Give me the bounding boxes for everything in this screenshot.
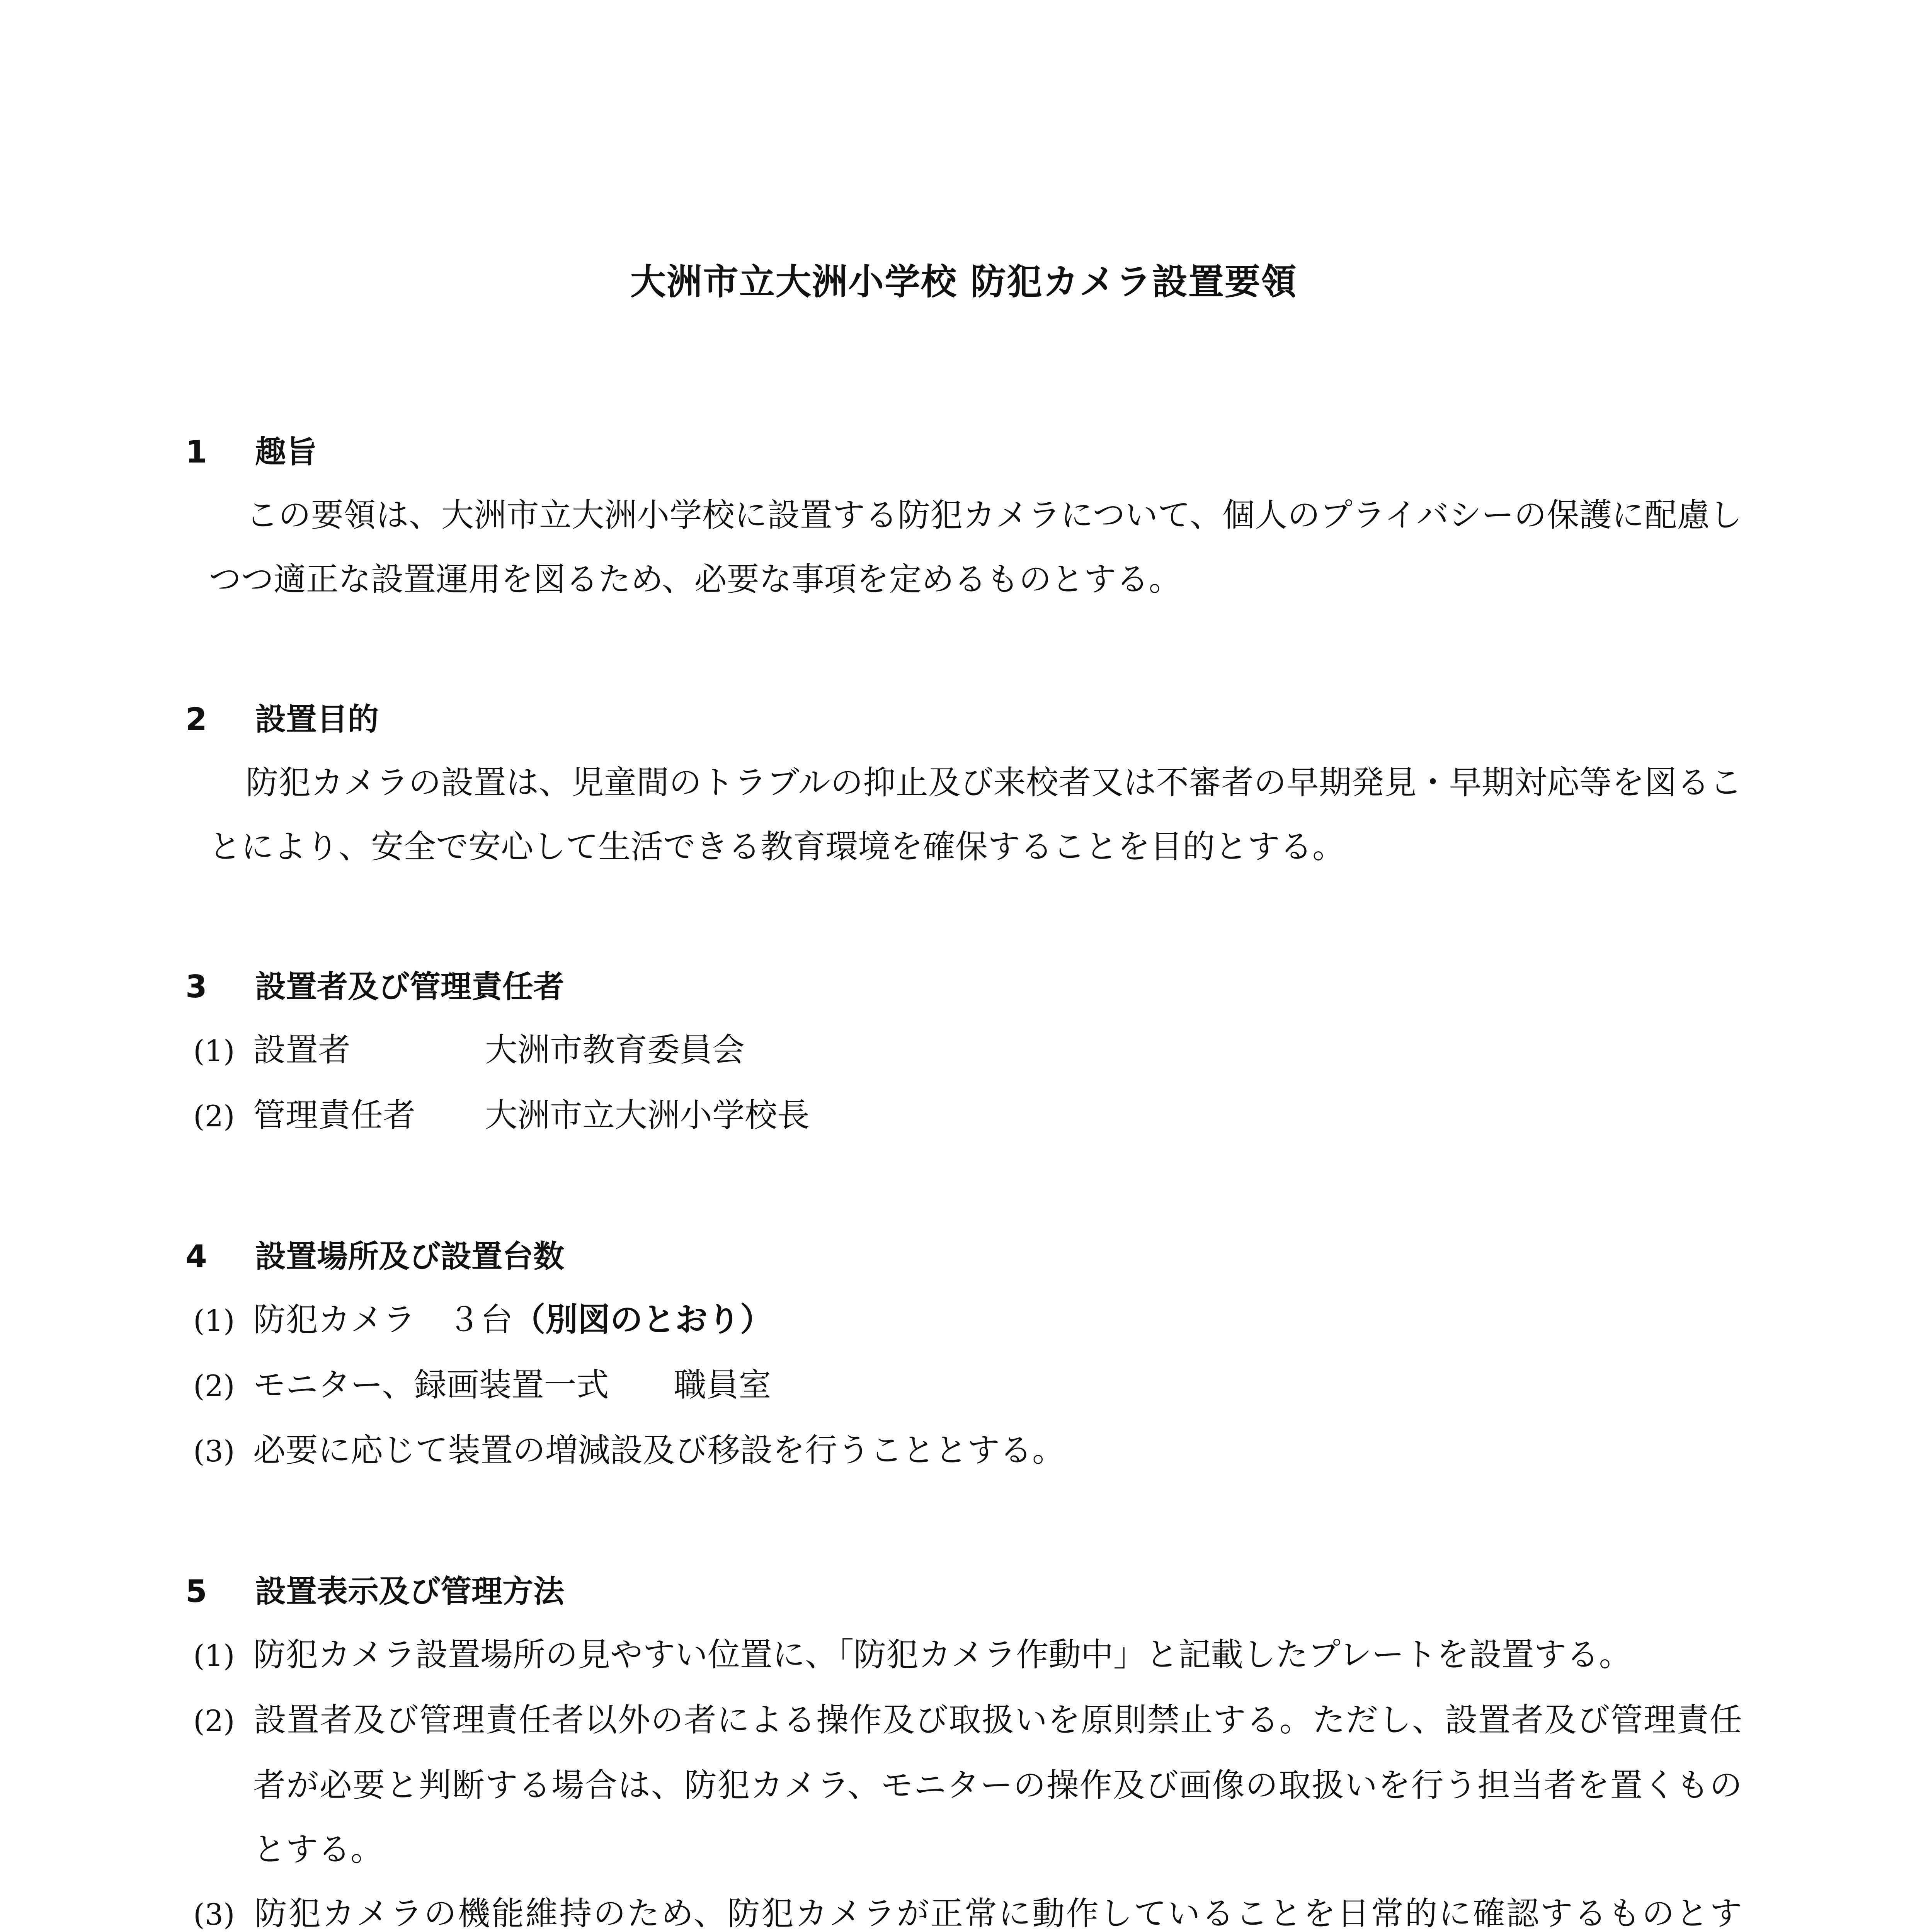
item-text: モニター、録画装置一式 職員室 (253, 1366, 771, 1404)
section-heading (185, 689, 1742, 750)
list-item (185, 1688, 1742, 1881)
item-list (185, 1018, 1742, 1148)
section-heading (185, 1561, 1742, 1622)
section-installer-manager (185, 956, 1742, 1148)
section-heading (185, 421, 1742, 483)
item-text: 防犯カメラの機能維持のため、防犯カメラが正常に動作していることを日常的に確認するものとす (253, 1895, 1742, 1932)
list-item (185, 1881, 1742, 1932)
item-marker: (3) (193, 1434, 235, 1468)
section-purpose (185, 421, 1742, 611)
section-signage-management (185, 1561, 1742, 1932)
section-number: 4 (185, 1238, 207, 1274)
section-heading-text: 設置者及び管理責任者 (255, 969, 564, 1005)
section-heading-text: 設置場所及び設置台数 (255, 1238, 564, 1274)
section-heading-text: 趣旨 (255, 434, 317, 470)
item-marker: (3) (193, 1897, 235, 1932)
section-number: 5 (185, 1573, 207, 1609)
item-text: 必要に応じて装置の増減設及び移設を行うこととする。 (253, 1431, 1065, 1469)
item-marker: (1) (193, 1638, 235, 1673)
list-item (185, 1622, 1742, 1688)
item-marker: (2) (193, 1099, 235, 1133)
item-text: 防犯カメラ設置場所の見やすい位置に、「防犯カメラ作動中」と記載したプレートを設置する。 (253, 1636, 1632, 1673)
item-marker: (1) (193, 1034, 235, 1068)
list-item (185, 1418, 1742, 1483)
item-marker: (2) (193, 1704, 235, 1738)
list-item (185, 1083, 1742, 1148)
section-number: 1 (185, 434, 207, 470)
section-heading (185, 1226, 1742, 1287)
item-marker: (2) (193, 1369, 235, 1403)
section-heading (185, 956, 1742, 1018)
list-item (185, 1287, 1742, 1353)
section-objective (185, 689, 1742, 879)
document-title: 大洲市立大洲小学校 防犯カメラ設置要領 (630, 261, 1298, 303)
section-body: 防犯カメラの設置は、児童間のトラブルの抑止及び来校者又は不審者の早期発見・早期対応等を図ることにより、安全で安心して生活できる教育環境を確保することを目的とする。 (209, 764, 1742, 866)
section-heading-text: 設置目的 (255, 701, 379, 737)
item-text: 防犯カメラ ３台 (253, 1301, 513, 1338)
item-text: 設置者及び管理責任者以外の者による操作及び取扱いを原則禁止する。ただし、設置者及び管理責任者が必要と判断する場合は、防犯カメラ、モニターの操作及び画像の取扱いを行う担当者を置くものとする。 (253, 1701, 1742, 1868)
section-body: この要領は、大洲市立大洲小学校に設置する防犯カメラについて、個人のプライバシーの保護に配慮しつつ適正な設置運用を図るため、必要な事項を定めるものとする。 (209, 496, 1742, 598)
item-list (185, 1622, 1742, 1932)
item-list (185, 1287, 1742, 1483)
list-item (185, 1353, 1742, 1418)
list-item (185, 1018, 1742, 1083)
item-label: 管理責任者 (253, 1096, 416, 1134)
section-number: 3 (185, 969, 207, 1005)
item-marker: (1) (193, 1303, 235, 1338)
item-note: （別図のとおり） (513, 1301, 773, 1338)
item-label: 設置者 (253, 1031, 351, 1069)
section-heading-text: 設置表示及び管理方法 (255, 1573, 564, 1609)
section-location-count (185, 1226, 1742, 1483)
item-value: 大洲市教育委員会 (485, 1031, 745, 1069)
section-number: 2 (185, 701, 207, 737)
item-value: 大洲市立大洲小学校長 (485, 1096, 810, 1134)
